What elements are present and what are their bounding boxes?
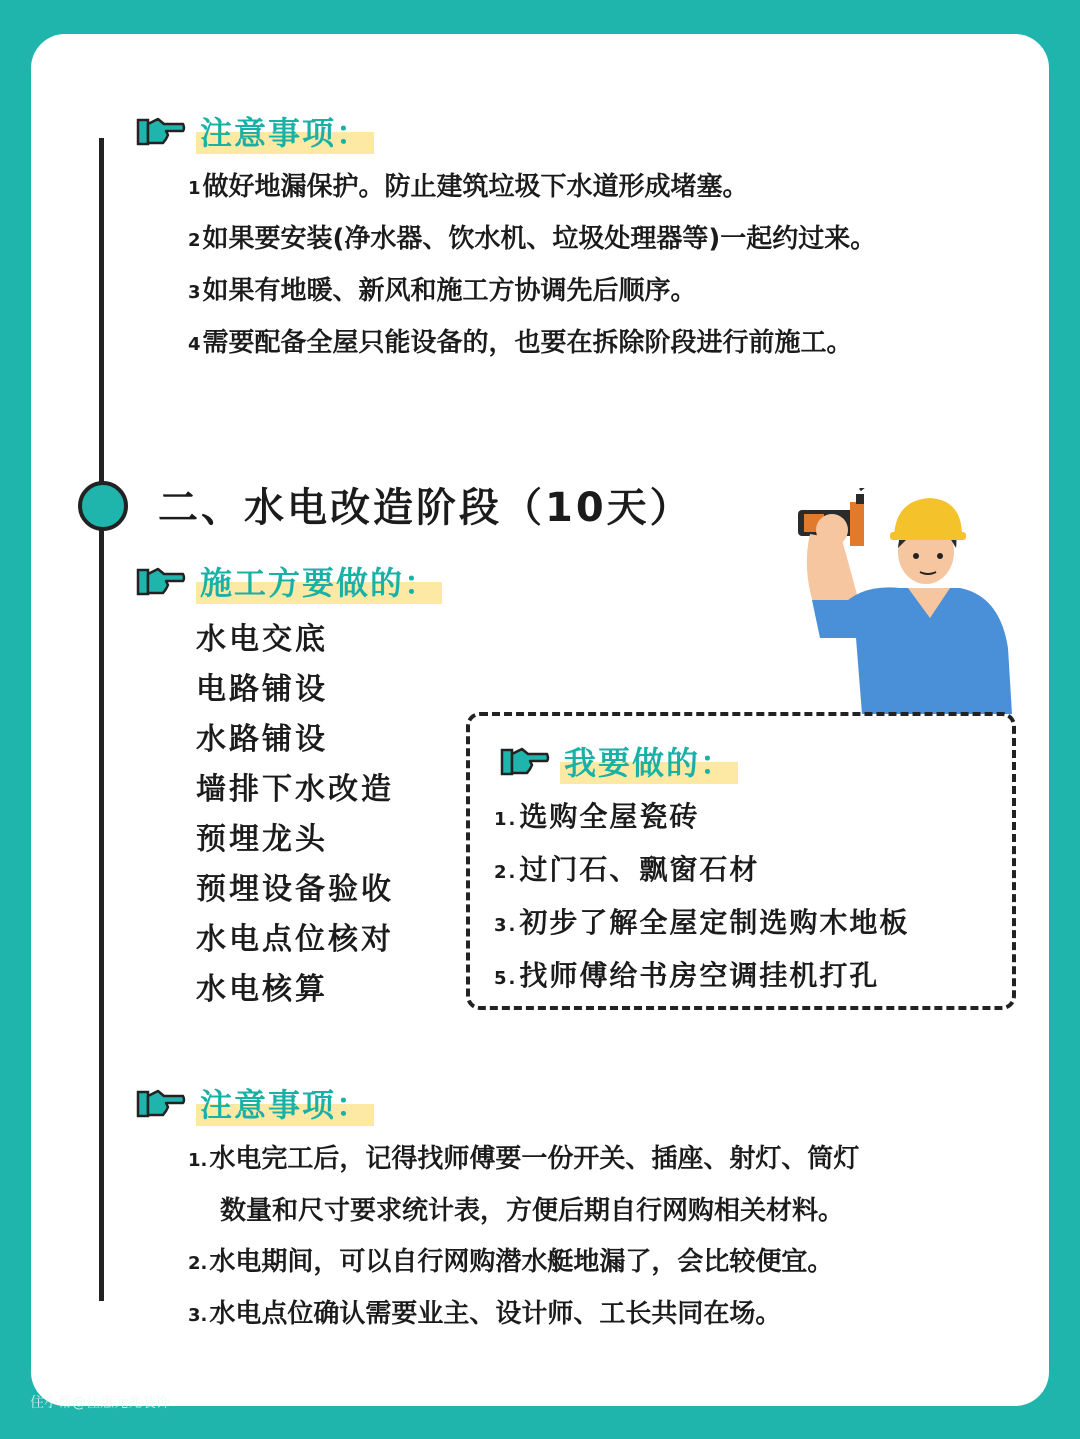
notes-heading-2 [136, 1080, 374, 1126]
list-item: 5.找师傅给书房空调挂机打孔 [494, 959, 880, 992]
watermark: 住小帮@住惠元兆装饰 [30, 1395, 170, 1411]
list-item: 1做好地漏保护。防止建筑垃圾下水道形成堵塞。 [188, 172, 749, 202]
list-item: 墙排下水改造 [196, 772, 394, 807]
list-item: 3如果有地暖、新风和施工方协调先后顺序。 [188, 276, 697, 306]
timeline-line [99, 138, 104, 1301]
notes-title: 注意事项： [196, 1080, 374, 1126]
builder-heading [136, 558, 442, 604]
my-task-list [494, 792, 909, 1004]
list-item: 4需要配备全屋只能设备的，也要在拆除阶段进行前施工。 [188, 328, 853, 358]
my-tasks-title: 我要做的： [560, 738, 738, 784]
list-item: 水电交底 [196, 622, 328, 657]
list-item: 3.水电点位确认需要业主、设计师、工长共同在场。 [188, 1299, 782, 1329]
list-item: 2.水电期间，可以自行网购潜水艇地漏了，会比较便宜。 [188, 1247, 834, 1277]
builder-title: 施工方要做的： [196, 558, 442, 604]
pointing-hand-icon [500, 744, 550, 778]
pointing-hand-icon [136, 1086, 186, 1120]
list-item: 水电点位核对 [196, 922, 394, 957]
list-item: 1.水电完工后，记得找师傅要一份开关、插座、射灯、筒灯 [188, 1144, 860, 1174]
notes-list-2 [188, 1134, 859, 1341]
list-item: 数量和尺寸要求统计表，方便后期自行网购相关材料。 [220, 1196, 845, 1226]
pointing-hand-icon [136, 564, 186, 598]
list-item: 预埋设备验收 [196, 872, 394, 907]
my-tasks-box [466, 712, 1016, 1010]
list-item: 1.选购全屋瓷砖 [494, 800, 700, 833]
notes-title: 注意事项： [196, 108, 374, 154]
list-item: 电路铺设 [196, 672, 328, 707]
worker-with-drill-illustration [790, 488, 1020, 714]
list-item: 预埋龙头 [196, 822, 328, 857]
builder-task-list [196, 615, 394, 1015]
list-item: 2如果要安装(净水器、饮水机、垃圾处理器等)一起约过来。 [188, 224, 877, 254]
my-tasks-heading [500, 738, 738, 784]
section-title: 二、水电改造阶段（10天） [158, 485, 693, 531]
notes-heading-1 [136, 108, 374, 154]
list-item: 2.过门石、飘窗石材 [494, 853, 760, 886]
list-item: 3.初步了解全屋定制选购木地板 [494, 906, 910, 939]
timeline-dot [78, 481, 128, 531]
pointing-hand-icon [136, 114, 186, 148]
list-item: 水电核算 [196, 972, 328, 1007]
notes-list-1 [188, 162, 876, 370]
list-item: 水路铺设 [196, 722, 328, 757]
